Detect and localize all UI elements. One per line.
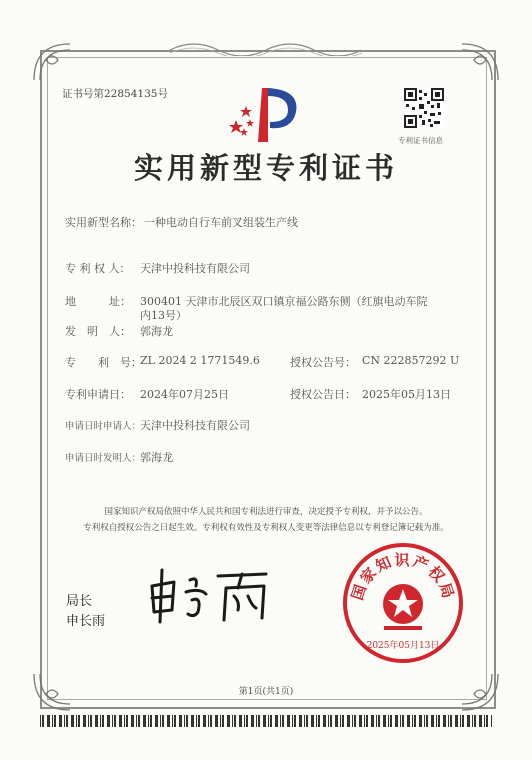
qr-caption: 专利证书信息 (398, 136, 443, 145)
address-label: 地 址： (65, 295, 131, 308)
cnipa-logo-icon (228, 84, 304, 146)
ornament-corner-icon (30, 40, 74, 84)
certificate-title: 实用新型专利证书 (133, 151, 398, 185)
grant-publication-number-value: CN 222857292 U (362, 354, 460, 367)
filing-date-value: 2024年07月25日 (140, 388, 229, 401)
applicant-at-filing-value: 天津中投科技有限公司 (140, 419, 250, 432)
grant-publication-number-label: 授权公告号： (290, 356, 356, 369)
ornament-corner-icon (458, 40, 502, 84)
address-line1: 300401 天津市北辰区双口镇京福公路东侧（红旗电动车院 (140, 295, 428, 308)
inventor-value: 郭海龙 (140, 325, 173, 338)
official-seal-icon (340, 540, 466, 666)
utility-name-label: 实用新型名称： (65, 216, 142, 229)
grant-publication-date-label: 授权公告日： (290, 388, 356, 401)
director-title: 局长 (66, 594, 93, 609)
barcode-strip-icon (40, 715, 492, 727)
inventor-at-filing-label: 申请日时发明人： (65, 453, 142, 464)
qr-code-icon (404, 88, 444, 128)
grant-notice-line1: 国家知识产权局依照中华人民共和国专利法进行审查，决定授予专利权，并予以公告。 (104, 507, 428, 517)
director-name: 申长雨 (66, 614, 106, 629)
applicant-at-filing-label: 申请日时申请人： (65, 421, 142, 432)
svg-text:国家知识产权局: 国家知识产权局 (348, 551, 458, 603)
seal-date: 2025年05月13日 (366, 641, 440, 651)
inventor-label: 发 明 人： (65, 325, 131, 338)
handwritten-signature-icon (146, 566, 274, 624)
certificate-number: 证书号第22854135号 (62, 88, 168, 100)
filing-date-label: 专利申请日： (65, 388, 131, 401)
ornament-top-band-icon (170, 38, 362, 56)
patent-number-value: ZL 2024 2 1771549.6 (140, 354, 260, 367)
utility-name-value: 一种电动自行车前叉组装生产线 (144, 216, 298, 229)
address-line2: 内13号） (140, 309, 187, 322)
grant-notice-line2: 专利权自授权公告之日起生效。专利权有效性及专利权人变更等法律信息以专利登记簿记载为准。 (83, 523, 449, 533)
grant-publication-date-value: 2025年05月13日 (362, 388, 451, 401)
inventor-at-filing-value: 郭海龙 (140, 451, 173, 464)
patent-number-label: 专 利 号： (65, 356, 142, 369)
patentee-label: 专 利 权 人： (65, 262, 131, 275)
page-number: 第1页(共1页) (238, 687, 294, 697)
patentee-value: 天津中投科技有限公司 (140, 262, 250, 275)
